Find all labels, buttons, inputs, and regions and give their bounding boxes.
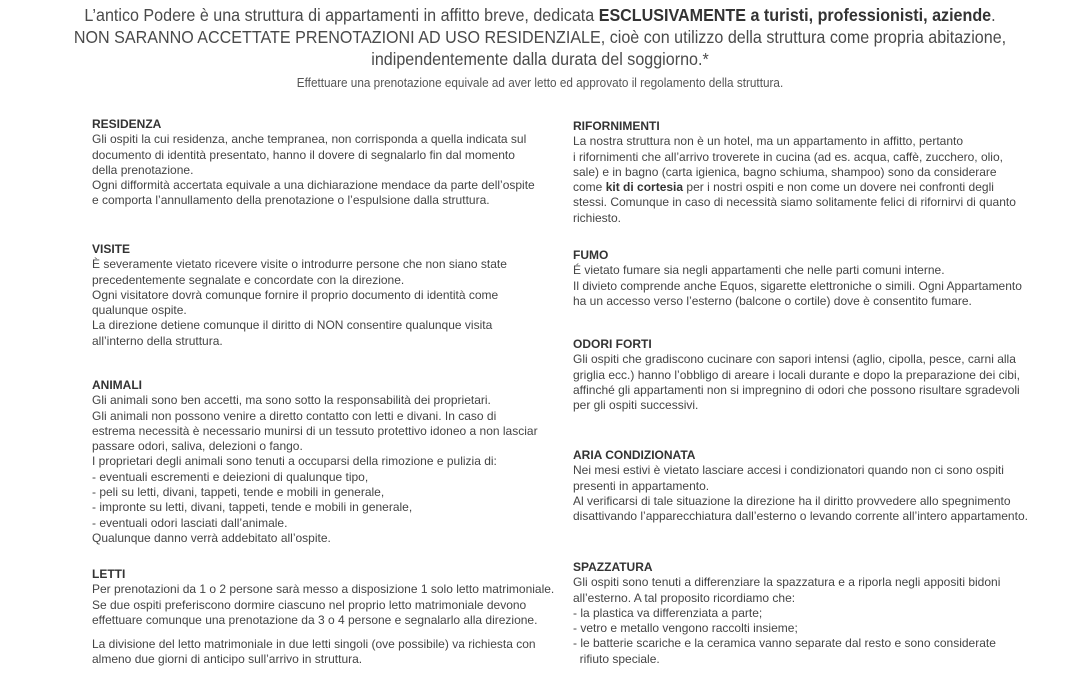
text-line: almeno due giorni di anticipo sull’arrivo in struttura. — [92, 652, 363, 667]
text-fragment: per i nostri ospiti e non come un dovere nei confronti degli — [683, 180, 994, 195]
kit-cortesia-bold: kit di cortesia — [605, 180, 684, 195]
text-line: stessi. Comunque in caso di necessità siamo solitamente felici di rifornirvi di quanto — [573, 195, 1016, 210]
text-line: La direzione detiene comunque il diritto di NON consentire qualunque visita — [92, 318, 493, 333]
section-spazzatura — [573, 560, 1043, 667]
section-title: VISITE — [92, 242, 131, 256]
text-line: La nostra struttura non è un hotel, ma un appartamento in affitto, pertanto — [573, 134, 964, 149]
text-line: Nei mesi estivi è vietato lasciare accesi i condizionatori quando non ci sono ospiti — [573, 463, 1004, 478]
text-line: La divisione del letto matrimoniale in due letti singoli (ove possibile) va richiesta con — [92, 637, 536, 652]
text-line: i rifornimenti che all’arrivo troverete in cucina (ad es. acqua, caffè, zucchero, olio, — [573, 149, 1003, 164]
text-line: disattivando l’apparecchiatura dall’esterno o levando corrente all’intero appartamento. — [573, 509, 1028, 524]
approval-note: Effettuare una prenotazione equivale ad aver letto ed approvato il regolamento della struttura. — [296, 76, 784, 90]
text-line: per gli ospiti successivi. — [573, 398, 699, 413]
section-visite — [92, 242, 562, 349]
text-line: - le batterie scariche e la ceramica vanno separate dal resto e sono considerate — [573, 636, 996, 651]
text-line: Per prenotazioni da 1 o 2 persone sarà messo a disposizione 1 solo letto matrimoniale. — [92, 582, 555, 597]
text-line: È severamente vietato ricevere visite o introdurre persone che non siano state — [92, 257, 507, 272]
text-line: qualunque ospite. — [92, 303, 187, 318]
section-title: ODORI FORTI — [573, 337, 652, 351]
intro-line-1-bold: ESCLUSIVAMENTE a turisti, professionisti, aziende — [598, 5, 992, 25]
text-line: estrema necessità è necessario munirsi di un tessuto protettivo idoneo a non lasciar — [92, 423, 538, 438]
section-letti — [92, 567, 562, 668]
text-line: É vietato fumare sia negli appartamenti che nelle parti comuni interne. — [573, 263, 945, 278]
text-line: Gli ospiti che gradiscono cucinare con sapori intensi (aglio, cipolla, pesce, carni alla — [573, 352, 1016, 367]
text-fragment: come — [573, 180, 606, 195]
text-line: rifiuto speciale. — [573, 651, 660, 666]
text-line: precedentemente segnalate e concordate con la direzione. — [92, 272, 405, 287]
text-line: passare odori, saliva, delezioni o fango. — [92, 439, 303, 454]
text-line: documento di identità presentato, hanno il dovere di segnalarlo fin dal momento — [92, 147, 515, 162]
intro — [43, 4, 1037, 70]
text-line: griglia ecc.) hanno l’obbligo di areare i locali durante e dopo la preparazione dei cibi, — [573, 367, 1020, 382]
text-line: - eventuali escrementi e deiezioni di qualunque tipo, — [92, 469, 369, 484]
text-line: Gli animali sono ben accetti, ma sono sotto la responsabilità dei proprietari. — [92, 393, 491, 408]
text-line: all’esterno. A tal proposito ricordiamo che: — [573, 590, 796, 605]
section-aria-condizionata — [573, 448, 1043, 524]
text-line: e comporta l’annullamento della prenotazione o l’espulsione dalla struttura. — [92, 193, 490, 208]
section-title: LETTI — [92, 567, 126, 581]
text-line: ha un accesso verso l’esterno (balcone o cortile) dove è consentito fumare. — [573, 293, 972, 308]
text-line: presenti in appartamento. — [573, 478, 710, 493]
text-line: Il divieto comprende anche Equos, sigarette elettroniche o simili. Ogni Appartamento — [573, 278, 1022, 293]
text-line: Ogni visitatore dovrà comunque fornire il proprio documento di identità come — [92, 287, 499, 302]
text-line: Se due ospiti preferiscono dormire ciascuno nel proprio letto matrimoniale devono — [92, 597, 527, 612]
intro-line-3: indipendentemente dalla durata del soggiorno.* — [371, 49, 709, 69]
text-line: all’interno della struttura. — [92, 333, 223, 348]
text-line: - vetro e metallo vengono raccolti insieme; — [573, 621, 798, 636]
text-line: - peli su letti, divani, tappeti, tende e mobili in generale, — [92, 485, 385, 500]
text-line: Gli animali non possono venire a diretto contatto con letti e divani. In caso di — [92, 408, 497, 423]
section-title: RESIDENZA — [92, 117, 162, 131]
text-line: richiesto. — [573, 210, 622, 225]
text-line: sale) e in bagno (carta igienica, bagno schiuma, shampoo) sono da considerare — [573, 164, 997, 179]
text-line: Ogni difformità accertata equivale a una dichiarazione mendace da parte dell’ospite — [92, 178, 535, 193]
section-title: ARIA CONDIZIONATA — [573, 448, 696, 462]
text-line: della prenotazione. — [92, 162, 194, 177]
text-line: effettuare comunque una prenotazione da 3 o 4 persone e segnalarlo alla direzione. — [92, 612, 538, 627]
section-title: FUMO — [573, 248, 609, 262]
section-odori-forti — [573, 337, 1043, 413]
section-rifornimenti — [573, 119, 1043, 226]
intro-line-1-end: . — [991, 5, 996, 25]
text-line: - eventuali odori lasciati dall’animale. — [92, 515, 288, 530]
paragraph-gap — [92, 628, 562, 637]
text-line: Gli ospiti sono tenuti a differenziare la spazzatura e a riporla negli appositi bidoni — [573, 575, 1001, 590]
section-fumo — [573, 248, 1043, 309]
section-title: RIFORNIMENTI — [573, 119, 660, 133]
section-title: SPAZZATURA — [573, 560, 653, 574]
section-title: ANIMALI — [92, 378, 142, 392]
section-animali — [92, 378, 562, 546]
section-residenza — [92, 117, 562, 209]
intro-line-1-text: L’antico Podere è una struttura di appartamenti in affitto breve, dedicata — [84, 5, 595, 25]
intro-line-2: NON SARANNO ACCETTATE PRENOTAZIONI AD USO RESIDENZIALE, cioè con utilizzo della struttura come propria abitazione, — [73, 27, 1007, 47]
text-line: Gli ospiti la cui residenza, anche tempranea, non corrisponda a quella indicata sul — [92, 132, 527, 147]
text-line: Al verificarsi di tale situazione la direzione ha il diritto provvedere allo spegnimento — [573, 493, 1011, 508]
text-line: - la plastica va differenziata a parte; — [573, 605, 763, 620]
text-line — [573, 180, 1043, 195]
text-line: Qualunque danno verrà addebitato all’ospite. — [92, 530, 331, 545]
text-line: affinché gli appartamenti non si impregnino di odori che possono risultare sgradevoli — [573, 382, 1020, 397]
intro-line-1 — [43, 4, 1037, 26]
text-line: I proprietari degli animali sono tenuti a occuparsi della rimozione e pulizia di: — [92, 454, 497, 469]
text-line: - impronte su letti, divani, tappeti, tende e mobili in generale, — [92, 500, 413, 515]
